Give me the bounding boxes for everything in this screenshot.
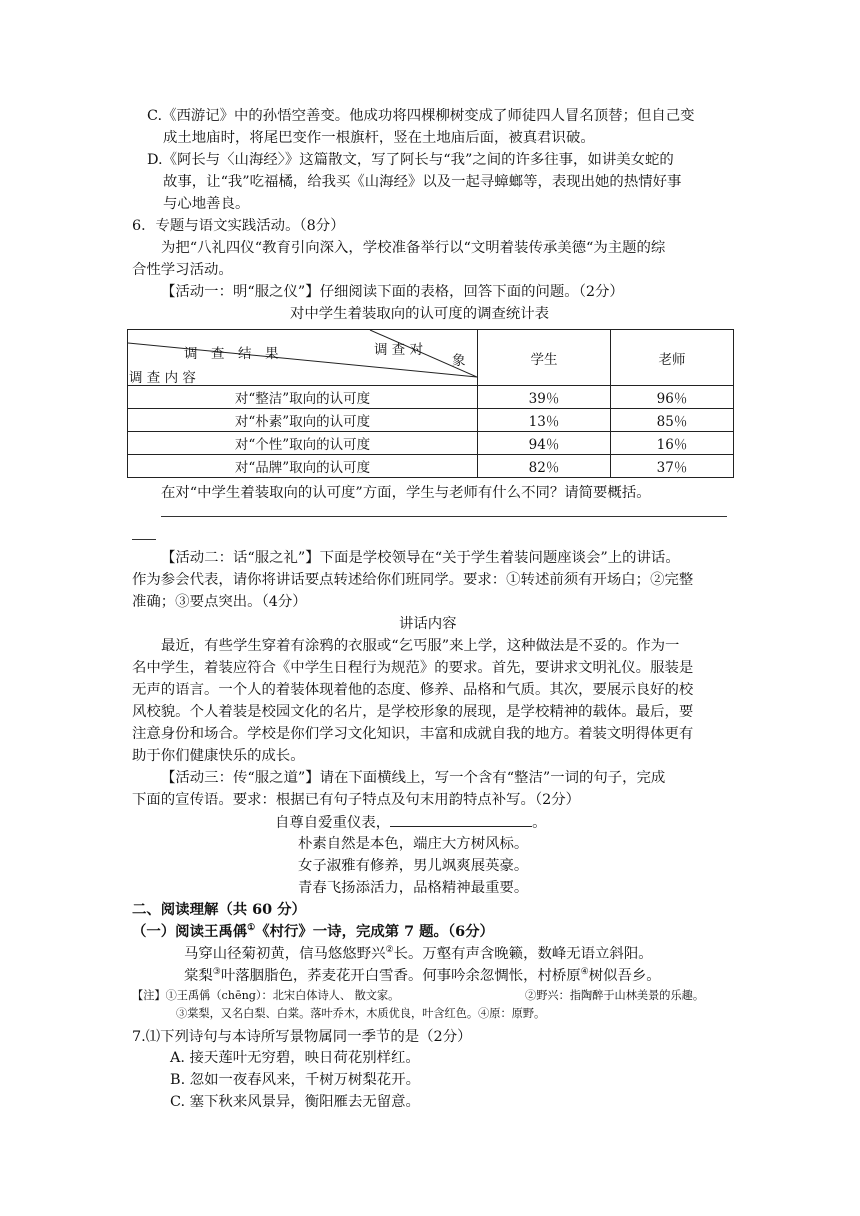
q5-option-d-line1: D.《阿长与〈山海经〉》这篇散文，写了阿长与“我”之间的许多往事，如讲美女蛇的 bbox=[147, 152, 674, 168]
row-teacher-value: 85％ bbox=[611, 409, 734, 432]
footnote-marker: ④ bbox=[580, 967, 589, 978]
slogan-line: 女子淑雅有修养，男儿飒爽展英豪。 bbox=[298, 858, 529, 874]
poem-line1 bbox=[184, 944, 653, 964]
q5-option-c-line1: C.《西游记》中的孙悟空善变。他成功将四棵柳树变成了师徒四人冒名顶替；但自己变 bbox=[147, 108, 695, 124]
row-teacher-value: 37％ bbox=[611, 455, 734, 478]
footnote-marker: ③ bbox=[212, 967, 221, 978]
speech-line: 名中学生，着装应符合《中学生日程行为规范》的要求。首先，要讲求文明礼仪。服装是 bbox=[132, 660, 694, 676]
q7-option-b[interactable]: B. 忽如一夜春风来，千树万树梨花开。 bbox=[170, 1072, 420, 1088]
q7-option-c[interactable]: C. 塞下秋来风景异，衡阳雁去无留意。 bbox=[170, 1094, 420, 1110]
footnote-marker: ① bbox=[247, 923, 256, 934]
slogan-end: 。 bbox=[532, 815, 547, 831]
q6-activity1-question: 在对“中学生着装取向的认可度”方面，学生与老师有什么不同？请简要概括。 bbox=[161, 485, 651, 501]
row-item: 对“个性”取向的认可度 bbox=[128, 432, 478, 455]
q6-activity2-line1: 【活动二：话“服之礼”】下面是学校领导在“关于学生着装问题座谈会”上的讲话。 bbox=[161, 550, 680, 566]
q6-activity3-line2: 下面的宣传语。要求：根据已有句子特点及句末用韵特点补写。（2分） bbox=[132, 792, 581, 808]
row-student-value: 13％ bbox=[478, 409, 611, 432]
row-student-value: 39％ bbox=[478, 386, 611, 409]
row-teacher-value: 16％ bbox=[611, 432, 734, 455]
row-item: 对“品牌”取向的认可度 bbox=[128, 455, 478, 478]
answer-line-continuation[interactable] bbox=[132, 539, 156, 540]
q6-activity3-line1: 【活动三：传“服之道”】请在下面横线上，写一个含有“整洁”一词的句子，完成 bbox=[161, 770, 666, 786]
q6-activity1-heading: 【活动一：明“服之仪”】仔细阅读下面的表格，回答下面的问题。（2分） bbox=[161, 284, 624, 300]
slogan-line: 朴素自然是本色，端庄大方树风标。 bbox=[298, 836, 529, 852]
row-teacher-value: 96％ bbox=[611, 386, 734, 409]
slogan-blank[interactable] bbox=[390, 812, 532, 827]
speech-line: 无声的语言。一个人的着装体现着他的态度、修养、品格和气质。其次，要展示良好的校 bbox=[132, 682, 694, 698]
subsection1-text-a: （一）阅读王禹偁 bbox=[132, 923, 248, 940]
speech-line: 最近，有些学生穿着有涂鸦的衣服或“乞丐服”来上学，这种做法是不妥的。作为一 bbox=[161, 638, 680, 654]
answer-line[interactable] bbox=[161, 516, 727, 517]
poem-note2: ③棠梨，又名白梨、白棠。落叶乔木，木质优良，叶含红色。④原：原野。 bbox=[176, 1007, 546, 1020]
poem-line2-a: 棠梨 bbox=[184, 968, 213, 984]
q6-activity2-line2: 作为参会代表，请你将讲话要点转述给你们班同学。要求：①转述前须有开场白；②完整 bbox=[132, 572, 694, 588]
q6-activity2-line3: 准确；③要点突出。（4分） bbox=[132, 594, 307, 610]
diag-label-object-1: 调 查 对 bbox=[374, 342, 424, 358]
poem-line2-b: 叶落胭脂色，荞麦花开白雪香。何事吟余忽惆怅，村桥原 bbox=[220, 968, 581, 984]
table-row bbox=[128, 386, 734, 409]
q5-option-c-line2: 成土地庙时，将尾巴变作一根旗杆，竖在土地庙后面，被真君识破。 bbox=[163, 130, 595, 146]
row-student-value: 82％ bbox=[478, 455, 611, 478]
q7-option-a[interactable]: A. 接天莲叶无穷碧，映日荷花别样红。 bbox=[170, 1050, 420, 1066]
poem-line2-c: 树似吾乡。 bbox=[588, 968, 661, 984]
slogan-first-line bbox=[275, 812, 547, 833]
q5-option-d-line2: 故事，让“我”吃福橘，给我买《山海经》以及一起寻蟑螂等，表现出她的热情好事 bbox=[163, 174, 682, 190]
slogan-line: 青春飞扬添活力，品格精神最重要。 bbox=[298, 880, 529, 896]
poem-note1-a: 【注】①王禹偁（chēng）：北宋白体诗人、 散文家。 bbox=[132, 989, 400, 1002]
q6-intro-line1: 为把“八礼四仪“教育引向深入，学校准备举行以“文明着装传承美德“为主题的综 bbox=[161, 240, 666, 256]
table-row bbox=[128, 455, 734, 478]
survey-table-diagonal-header bbox=[128, 330, 478, 386]
speech-line: 风校貌。个人着装是校园文化的名片，是学校形象的展现，是学校精神的载体。最后，要 bbox=[132, 704, 694, 720]
poem-line1-b: 长。万壑有声含晚籁，数峰无语立斜阳。 bbox=[393, 946, 653, 962]
survey-table-header-row bbox=[128, 330, 734, 386]
subsection1-text-b: 《村行》一诗，完成第 7 题。（6分） bbox=[255, 923, 494, 940]
part2-subsection1 bbox=[132, 922, 494, 942]
table-row bbox=[128, 432, 734, 455]
part2-title: 二、阅读理解（共 60 分） bbox=[132, 901, 306, 918]
table-row bbox=[128, 409, 734, 432]
speech-line: 注意身份和场合。学校是你们学习文化知识，丰富和成就自我的地方。着装文明得体更有 bbox=[132, 726, 694, 742]
column-header-teacher: 老师 bbox=[611, 330, 734, 386]
diag-label-result: 调 查 结 果 bbox=[184, 346, 279, 362]
diag-label-content: 调 查 内 容 bbox=[129, 370, 196, 386]
survey-table-title: 对中学生着装取向的认可度的调查统计表 bbox=[290, 306, 550, 322]
speech-title: 讲话内容 bbox=[399, 616, 457, 632]
poem-note1-b: ②野兴：指陶醉于山林美景的乐趣。 bbox=[525, 989, 705, 1002]
q5-option-d-line3: 与心地善良。 bbox=[163, 196, 250, 212]
q6-title: 6．专题与语文实践活动。（8分） bbox=[132, 218, 345, 234]
row-item: 对“整洁”取向的认可度 bbox=[128, 386, 478, 409]
poem-line1-a: 马穿山径菊初黄，信马悠悠野兴 bbox=[184, 946, 386, 962]
row-item: 对“朴素”取向的认可度 bbox=[128, 409, 478, 432]
footnote-marker: ② bbox=[385, 945, 394, 956]
column-header-student: 学生 bbox=[478, 330, 611, 386]
diag-label-object-2: 象 bbox=[452, 353, 466, 369]
speech-line: 助于你们健康快乐的成长。 bbox=[132, 748, 305, 764]
survey-table bbox=[127, 329, 734, 478]
row-student-value: 94％ bbox=[478, 432, 611, 455]
slogan-first-text: 自尊自爱重仪表， bbox=[275, 815, 391, 831]
q7-stem: 7.⑴下列诗句与本诗所写景物属同一季节的是（2分） bbox=[132, 1029, 472, 1045]
q6-intro-line2: 合性学习活动。 bbox=[132, 262, 233, 278]
poem-line2 bbox=[184, 966, 661, 986]
